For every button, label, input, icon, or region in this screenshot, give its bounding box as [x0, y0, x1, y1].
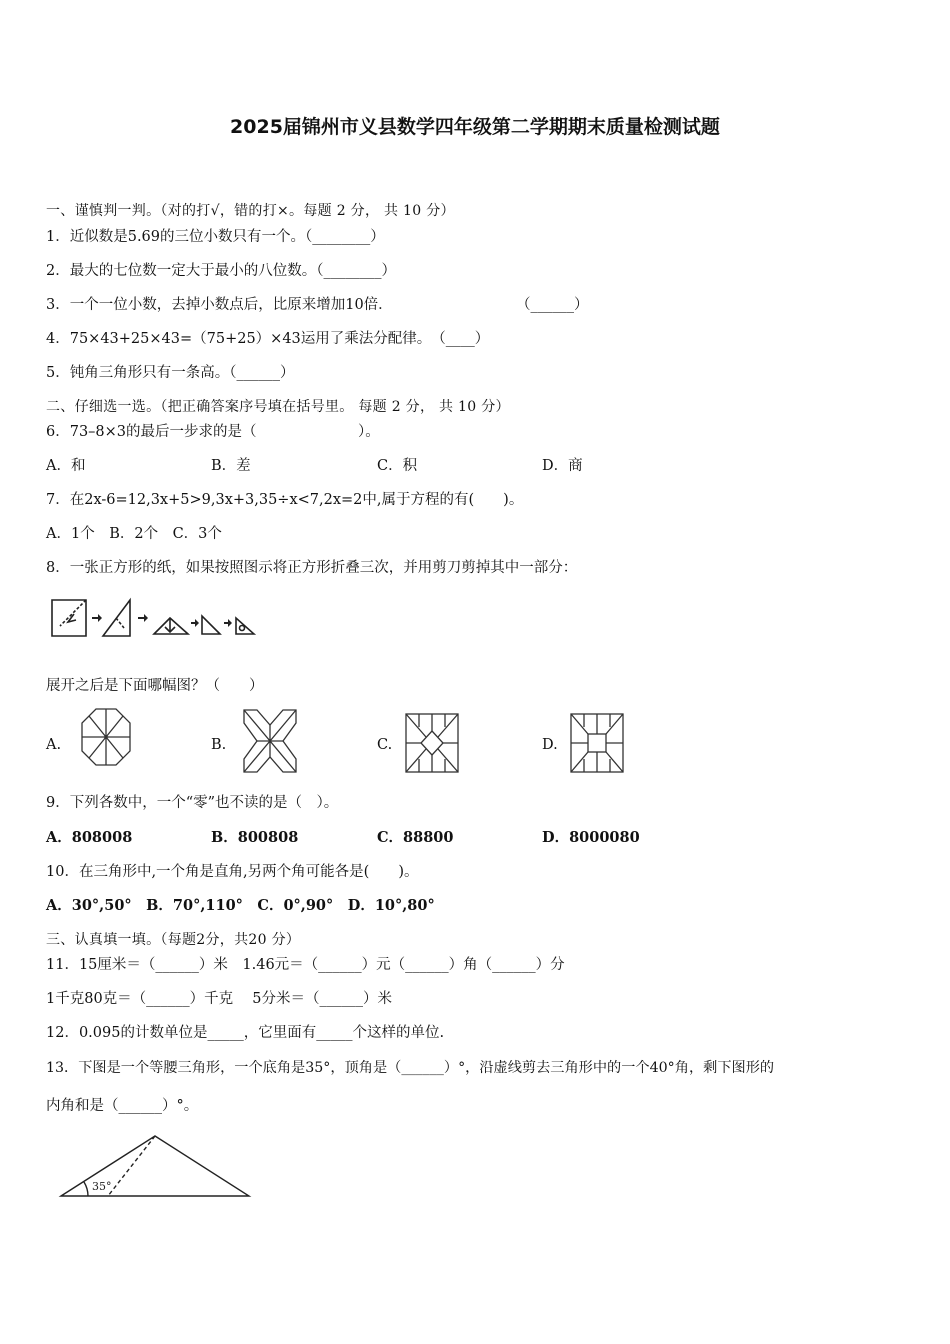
question-9: 9．下列各数中，一个“零”也不读的是（ ）。 [46, 795, 339, 811]
q6-option-b: B．差 [211, 458, 251, 474]
question-1: 1．近似数是5.69的三位小数只有一个。（________） [46, 229, 385, 245]
q6-option-d: D．商 [542, 458, 583, 474]
section-2-heading: 二、仔细选一选。（把正确答案序号填在括号里。 每题 2 分， 共 10 分） [46, 399, 510, 415]
question-3: 3．一个一位小数，去掉小数点后，比原来增加10倍． [46, 297, 393, 313]
question-6: 6．73–8×3的最后一步求的是（ ）。 [46, 424, 380, 440]
q8-option-c: C. [377, 737, 393, 753]
question-13-continued: 内角和是（______）°。 [46, 1098, 199, 1114]
page-title: 2025届锦州市义县数学四年级第二学期期末质量检测试题 [230, 116, 720, 138]
question-10-options: A．30°,50° B．70°,110° C．0°,90° D．10°,80° [46, 897, 435, 914]
question-2: 2．最大的七位数一定大于最小的八位数。（________） [46, 263, 396, 279]
question-13: 13．下图是一个等腰三角形，一个底角是35°，顶角是（______）°，沿虚线剪去三角形中的一个40°角，剩下图形的 [46, 1060, 775, 1076]
question-11-part-2: 1千克80克＝（______）千克 5分米＝（______）米 [46, 991, 393, 1007]
question-12: 12．0.095的计数单位是_____，它里面有_____个这样的单位. [46, 1025, 445, 1041]
cutout-figure-b [243, 709, 297, 773]
folding-sequence-figure [46, 594, 261, 644]
q6-option-c: C．积 [377, 458, 418, 474]
q9-option-c: C．88800 [377, 829, 454, 846]
octagon-figure-a [80, 707, 132, 767]
question-11-part-1: 11．15厘米＝（______）米 1.46元＝（______）元（______）角（______）分 [46, 957, 565, 973]
q9-option-d: D．8000080 [542, 829, 640, 846]
question-8: 8．一张正方形的纸，如果按照图示将正方形折叠三次，并用剪刀剪掉其中一部分： [46, 560, 578, 576]
question-5: 5．钝角三角形只有一条高。（______） [46, 365, 295, 381]
question-3-blank: （______） [516, 297, 589, 313]
isosceles-triangle-figure [58, 1132, 254, 1202]
question-8-prompt: 展开之后是下面哪幅图？（ ） [46, 678, 264, 694]
q6-option-a: A．和 [46, 458, 86, 474]
question-7-options: A．1个 B．2个 C．3个 [46, 526, 222, 542]
section-1-heading: 一、谨慎判一判。（对的打√，错的打×。每题 2 分， 共 10 分） [46, 203, 455, 219]
section-3-heading: 三、认真填一填。（每题2分，共20 分） [46, 932, 301, 948]
q8-option-a: A. [46, 737, 62, 753]
square-diamond-figure-c [405, 713, 459, 773]
angle-label: 35° [92, 1180, 112, 1193]
q8-option-b: B. [211, 737, 227, 753]
q8-option-d: D. [542, 737, 558, 753]
question-4: 4．75×43+25×43=（75+25）×43运用了乘法分配律。 （____） [46, 331, 490, 347]
square-square-figure-d [570, 713, 624, 773]
question-7: 7．在2x-6=12,3x+5>9,3x+3,35÷x<7,2x=2中,属于方程的有( )。 [46, 492, 524, 508]
q9-option-b: B．800808 [211, 829, 299, 846]
question-10: 10．在三角形中,一个角是直角,另两个角可能各是( )。 [46, 864, 419, 880]
q9-option-a: A．808008 [46, 829, 133, 846]
